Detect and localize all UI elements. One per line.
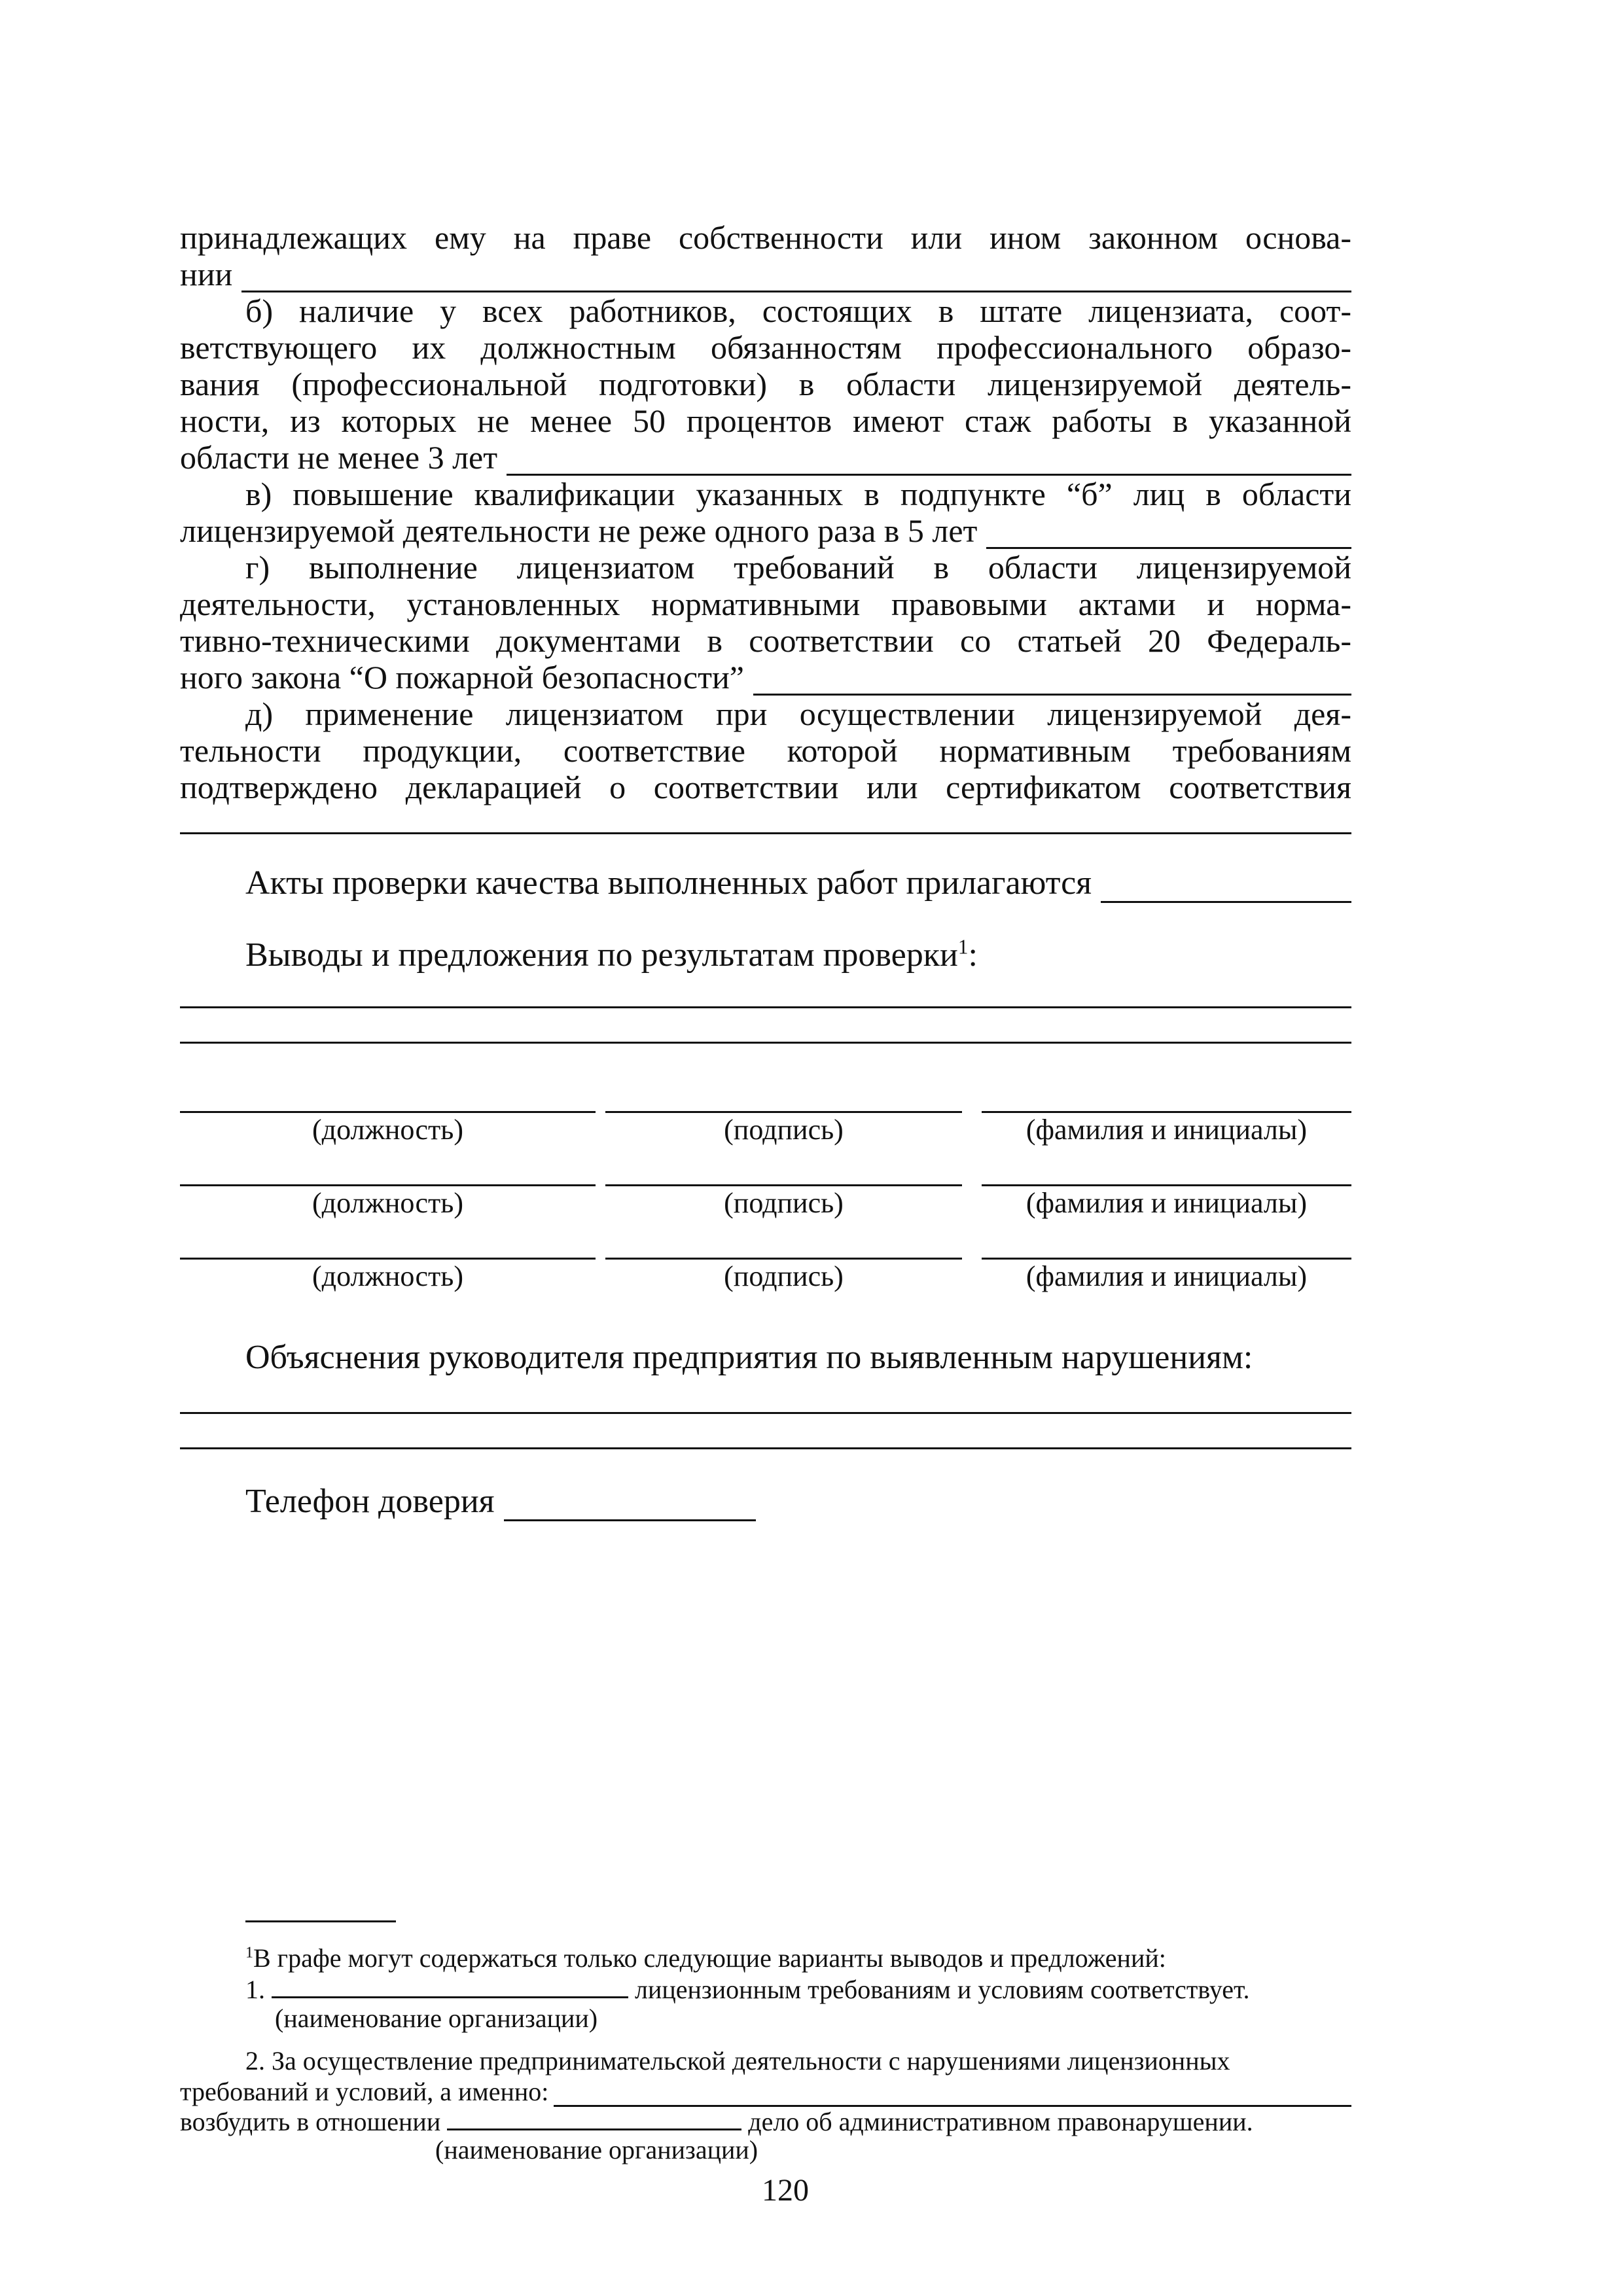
name-blank[interactable] bbox=[982, 1111, 1351, 1113]
signature-caption: (подпись) bbox=[724, 1187, 844, 1219]
footnote-item1-num: 1. bbox=[245, 1975, 265, 2004]
fill-blank[interactable] bbox=[241, 262, 1351, 292]
position-caption: (должность) bbox=[312, 1114, 463, 1146]
footnote-item1-text: лицензионным требованиям и условиям соответствует. bbox=[635, 1975, 1250, 2004]
footnote-separator bbox=[245, 1920, 396, 1922]
position-caption: (должность) bbox=[312, 1187, 463, 1219]
body-line: ветствующего их должностным обязанностям профессионального образо- bbox=[180, 329, 1351, 366]
body-line: тивно-техническими документами в соответствии со статьей 20 Федераль- bbox=[180, 622, 1351, 659]
body-text: ного закона “О пожарной безопасности” bbox=[180, 659, 744, 696]
footnote-item1 bbox=[245, 1974, 1250, 2005]
name-caption: (фамилия и инициалы) bbox=[1026, 1260, 1308, 1292]
body-line: ности, из которых не менее 50 процентов имеют стаж работы в указанной bbox=[180, 402, 1351, 439]
footnote-item2-text: дело об административном правонарушении. bbox=[748, 2107, 1253, 2136]
acts-blank[interactable] bbox=[1101, 872, 1351, 903]
fill-blank[interactable] bbox=[753, 665, 1351, 696]
footnote-item2-line3 bbox=[180, 2106, 1253, 2137]
body-line: г) выполнение лицензиатом требований в области лицензируемой bbox=[245, 549, 1351, 586]
footnote-intro bbox=[245, 1943, 1166, 1973]
page-number: 120 bbox=[762, 2173, 809, 2208]
phone-label: Телефон доверия bbox=[245, 1483, 495, 1520]
body-text: лицензируемой деятельности не реже одного раза в 5 лет bbox=[180, 512, 978, 549]
position-blank[interactable] bbox=[180, 1184, 596, 1186]
name-blank[interactable] bbox=[982, 1258, 1351, 1260]
explanations-blank[interactable] bbox=[180, 1412, 1351, 1414]
body-line: б) наличие у всех работников, состоящих в штате лицензиата, соот- bbox=[245, 292, 1351, 329]
body-line-with-blank bbox=[180, 659, 1351, 696]
position-blank[interactable] bbox=[180, 1111, 596, 1113]
explanations-label: Объяснения руководителя предприятия по выявленным нарушениям: bbox=[245, 1339, 1253, 1376]
conclusions-blank[interactable] bbox=[180, 1042, 1351, 1044]
violations-blank[interactable] bbox=[554, 2083, 1351, 2107]
position-caption: (должность) bbox=[312, 1260, 463, 1292]
body-line: принадлежащих ему на праве собственности или ином законном основа- bbox=[180, 219, 1351, 256]
phone-line bbox=[180, 1482, 756, 1521]
footnote-item2-caption: (наименование организации) bbox=[435, 2135, 758, 2164]
position-blank[interactable] bbox=[180, 1258, 596, 1260]
fill-blank[interactable] bbox=[180, 832, 1351, 834]
phone-blank[interactable] bbox=[504, 1491, 756, 1521]
body-line-with-blank bbox=[180, 512, 1351, 549]
body-line-with-blank bbox=[180, 256, 1351, 292]
name-blank[interactable] bbox=[982, 1184, 1351, 1186]
footnote-item2-text: возбудить в отношении bbox=[180, 2107, 441, 2136]
name-caption: (фамилия и инициалы) bbox=[1026, 1114, 1308, 1146]
body-text: области не менее 3 лет bbox=[180, 439, 498, 476]
footnote-item2-line1: 2. За осуществление предпринимательской деятельности с нарушениями лицензионных bbox=[245, 2046, 1230, 2075]
footnote-item1-caption: (наименование организации) bbox=[275, 2004, 598, 2033]
body-line: вания (профессиональной подготовки) в области лицензируемой деятель- bbox=[180, 366, 1351, 402]
acts-label: Акты проверки качества выполненных работ прилагаются bbox=[245, 864, 1092, 902]
conclusions-colon: : bbox=[968, 936, 978, 974]
conclusions-label: Выводы и предложения по результатам проверки bbox=[245, 936, 958, 974]
footnote-marker: 1 bbox=[245, 1944, 253, 1962]
conclusions-heading bbox=[180, 936, 1351, 975]
body-text: нии bbox=[180, 256, 233, 292]
signature-blank[interactable] bbox=[605, 1184, 962, 1186]
name-caption: (фамилия и инициалы) bbox=[1026, 1187, 1308, 1219]
fill-blank[interactable] bbox=[507, 445, 1351, 476]
body-line: в) повышение квалификации указанных в подпункте “б” лиц в области bbox=[245, 476, 1351, 512]
signature-caption: (подпись) bbox=[724, 1260, 844, 1292]
body-line: подтверждено декларацией о соответствии или сертификатом соответствия bbox=[180, 769, 1351, 805]
fill-blank[interactable] bbox=[986, 518, 1351, 549]
acts-line bbox=[180, 864, 1351, 903]
body-line-with-blank bbox=[180, 439, 1351, 476]
signature-blank[interactable] bbox=[605, 1111, 962, 1113]
conclusions-blank[interactable] bbox=[180, 1006, 1351, 1008]
footnote-item2-text: требований и условий, а именно: bbox=[180, 2077, 549, 2106]
footnote-ref: 1 bbox=[957, 935, 969, 959]
footnote-intro-text: В графе могут содержаться только следующие варианты выводов и предложений: bbox=[253, 1943, 1166, 1973]
body-line: д) применение лицензиатом при осуществлении лицензируемой дея- bbox=[245, 696, 1351, 732]
organization-blank[interactable] bbox=[272, 1974, 628, 1998]
organization-blank[interactable] bbox=[447, 2106, 741, 2130]
signature-blank[interactable] bbox=[605, 1258, 962, 1260]
body-line: тельности продукции, соответствие которой нормативным требованиям bbox=[180, 732, 1351, 769]
footnote-item2-line2 bbox=[180, 2077, 1351, 2107]
body-line: деятельности, установленных нормативными правовыми актами и норма- bbox=[180, 586, 1351, 622]
signature-caption: (подпись) bbox=[724, 1114, 844, 1146]
explanations-blank[interactable] bbox=[180, 1447, 1351, 1449]
